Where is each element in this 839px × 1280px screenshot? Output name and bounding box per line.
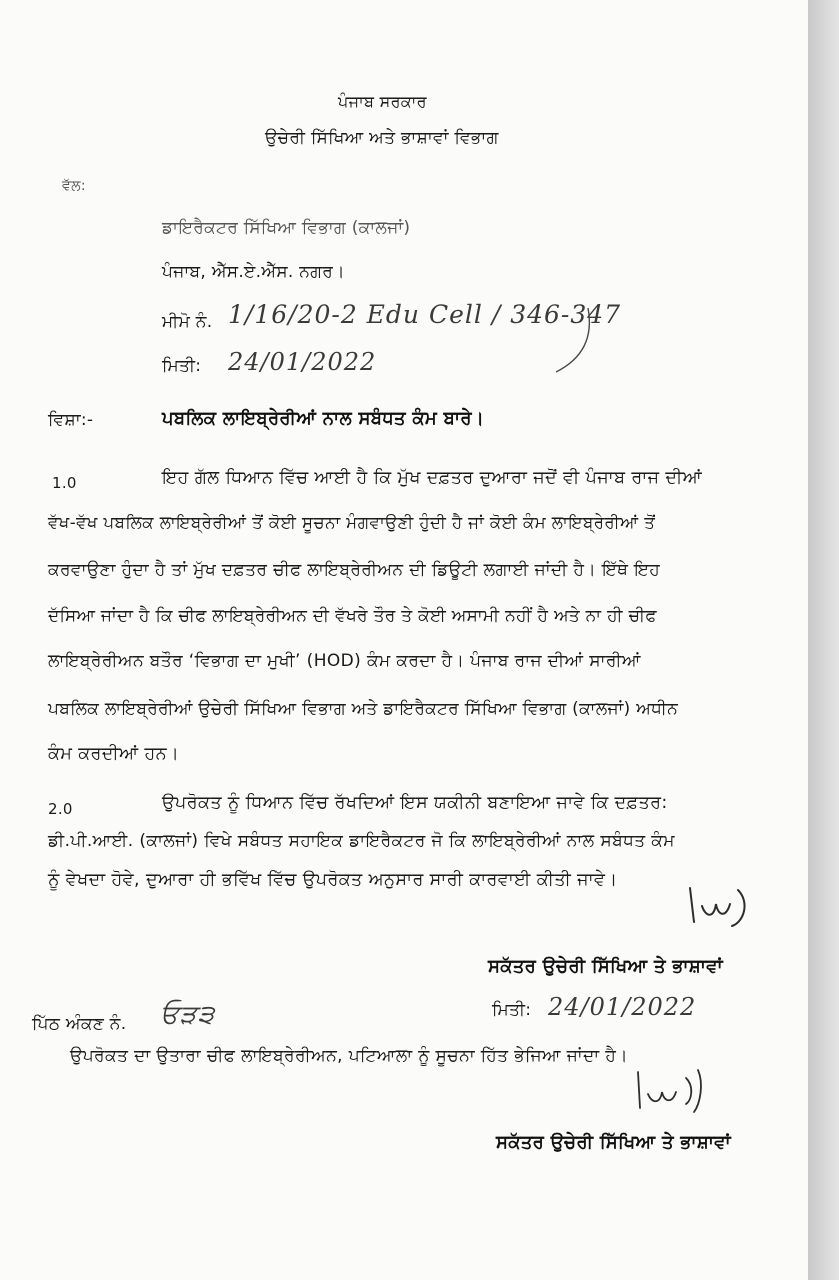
endorsement-date-label: ਮਿਤੀ: xyxy=(492,1000,532,1020)
para1-number: 1.0 xyxy=(52,474,77,492)
memo-number-handwritten: 1/16/20-2 Edu Cell / 346-347 xyxy=(228,300,622,329)
office-line-1: ਡਾਇਰੈਕਟਰ ਸਿੱਖਿਆ ਵਿਭਾਗ (ਕਾਲਜਾਂ) xyxy=(162,218,411,238)
para2-line-1: ਉਪਰੋਕਤ ਨੂੰ ਧਿਆਨ ਵਿੱਚ ਰੱਖਦਿਆਂ ਇਸ ਯਕੀਨੀ ਬਣਾਇਆ ਜਾਵੇ ਕਿ ਦਫ਼ਤਰ: xyxy=(162,793,668,813)
para1-line-5: ਲਾਇਬ੍ਰੇਰੀਅਨ ਬਤੌਰ ‘ਵਿਭਾਗ ਦਾ ਮੁਖੀ’ (HOD) ਕੰਮ ਕਰਦਾ ਹੈ। ਪੰਜਾਬ ਰਾਜ ਦੀਆਂ ਸਾਰੀਆਂ xyxy=(48,651,641,671)
subject-text: ਪਬਲਿਕ ਲਾਇਬ੍ਰੇਰੀਆਂ ਨਾਲ ਸਬੰਧਤ ਕੰਮ ਬਾਰੇ। xyxy=(162,408,485,429)
header-government: ਪੰਜਾਬ ਸਰਕਾਰ xyxy=(338,92,427,111)
initials-signature-2 xyxy=(630,1064,710,1116)
para1-line-3: ਕਰਵਾਉਣਾ ਹੁੰਦਾ ਹੈ ਤਾਂ ਮੁੱਖ ਦਫ਼ਤਰ ਚੀਫ ਲਾਇਬ੍ਰੇਰੀਅਨ ਦੀ ਡਿਊਟੀ ਲਗਾਈ ਜਾਂਦੀ ਹੈ। ਇੱਥੇ ਇਹ xyxy=(48,560,661,580)
para1-line-6: ਪਬਲਿਕ ਲਾਇਬ੍ਰੇਰੀਆਂ ਉਚੇਰੀ ਸਿੱਖਿਆ ਵਿਭਾਗ ਅਤੇ ਡਾਇਰੈਕਟਰ ਸਿੱਖਿਆ ਵਿਭਾਗ (ਕਾਲਜਾਂ) ਅਧੀਨ xyxy=(48,698,679,718)
endorsement-number-handwritten: ਓੜ੩ xyxy=(160,1000,215,1030)
memo-date-label: ਮਿਤੀ: xyxy=(162,356,202,376)
subject-label: ਵਿਸ਼ਾ:- xyxy=(48,410,94,430)
office-line-2: ਪੰਜਾਬ, ਐੱਸ.ਏ.ਐੱਸ. ਨਗਰ। xyxy=(162,262,345,282)
to-label: ਵੱਲ: xyxy=(62,178,86,194)
para2-number: 2.0 xyxy=(48,800,73,818)
signature-block-2: ਸਕੱਤਰ ਉਚੇਰੀ ਸਿੱਖਿਆ ਤੇ ਭਾਸ਼ਾਵਾਂ xyxy=(496,1132,731,1153)
header-department: ਉਚੇਰੀ ਸਿੱਖਿਆ ਅਤੇ ਭਾਸ਼ਾਵਾਂ ਵਿਭਾਗ xyxy=(265,128,499,148)
page-edge-shadow xyxy=(808,0,839,1280)
para1-line-7: ਕੰਮ ਕਰਦੀਆਂ ਹਨ। xyxy=(48,744,180,764)
initials-signature-1 xyxy=(684,882,754,930)
endorsement-date-handwritten: 24/01/2022 xyxy=(548,993,697,1021)
endorsement-label: ਪਿੱਠ ਅੰਕਣ ਨੰ. xyxy=(32,1014,127,1034)
para2-line-3: ਨੂੰ ਵੇਖਦਾ ਹੋਵੇ, ਦੁਆਰਾ ਹੀ ਭਵਿੱਖ ਵਿੱਚ ਉਪਰੋਕਤ ਅਨੁਸਾਰ ਸਾਰੀ ਕਾਰਵਾਈ ਕੀਤੀ ਜਾਵੇ। xyxy=(48,870,618,890)
memo-pen-curve xyxy=(550,300,600,380)
signature-block-1: ਸਕੱਤਰ ਉਚੇਰੀ ਸਿੱਖਿਆ ਤੇ ਭਾਸ਼ਾਵਾਂ xyxy=(488,956,723,977)
memo-label: ਮੀਮੋ ਨੰ. xyxy=(162,312,213,332)
memo-date-handwritten: 24/01/2022 xyxy=(228,348,377,376)
para1-line-2: ਵੱਖ-ਵੱਖ ਪਬਲਿਕ ਲਾਇਬ੍ਰੇਰੀਆਂ ਤੋਂ ਕੋਈ ਸੂਚਨਾ ਮੰਗਵਾਉਣੀ ਹੁੰਦੀ ਹੈ ਜਾਂ ਕੋਈ ਕੰਮ ਲਾਇਬ੍ਰੇਰੀਆਂ ਤੋਂ xyxy=(48,513,656,532)
para2-line-2: ਡੀ.ਪੀ.ਆਈ. (ਕਾਲਜਾਂ) ਵਿਖੇ ਸਬੰਧਤ ਸਹਾਇਕ ਡਾਇਰੈਕਟਰ ਜੋ ਕਿ ਲਾਇਬ੍ਰੇਰੀਆਂ ਨਾਲ ਸਬੰਧਤ ਕੰਮ xyxy=(48,831,675,851)
endorsement-text: ਉਪਰੋਕਤ ਦਾ ਉਤਾਰਾ ਚੀਫ ਲਾਇਬ੍ਰੇਰੀਅਨ, ਪਟਿਆਲਾ ਨੂੰ ਸੂਚਨਾ ਹਿੱਤ ਭੇਜਿਆ ਜਾਂਦਾ ਹੈ। xyxy=(70,1046,629,1066)
para1-line-4: ਦੱਸਿਆ ਜਾਂਦਾ ਹੈ ਕਿ ਚੀਫ ਲਾਇਬ੍ਰੇਰੀਅਨ ਦੀ ਵੱਖਰੇ ਤੌਰ ਤੇ ਕੋਈ ਅਸਾਮੀ ਨਹੀਂ ਹੈ ਅਤੇ ਨਾ ਹੀ ਚੀਫ xyxy=(48,605,657,625)
para1-line-1: ਇਹ ਗੱਲ ਧਿਆਨ ਵਿੱਚ ਆਈ ਹੈ ਕਿ ਮੁੱਖ ਦਫ਼ਤਰ ਦੁਆਰਾ ਜਦੋਂ ਵੀ ਪੰਜਾਬ ਰਾਜ ਦੀਆਂ xyxy=(162,468,703,488)
